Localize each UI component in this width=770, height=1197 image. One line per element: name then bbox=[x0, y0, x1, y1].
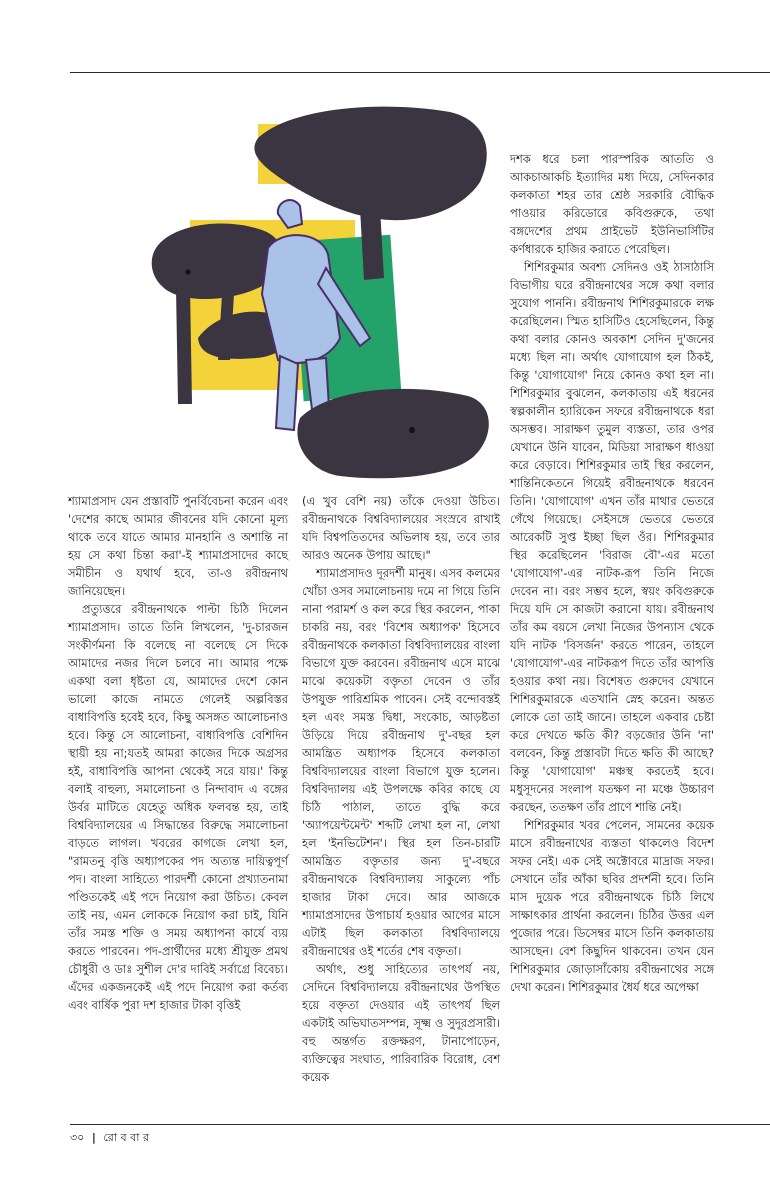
stone-mark bbox=[409, 427, 415, 433]
paragraph: (এ খুব বেশি নয়) তাঁকে দেওয়া উচিত। রবীন্দ্রনাথকে বিশ্ববিদ্যালয়ের সংস্রবে রাখাই যদি বিশ্বপতিতদের অভিলাষ হয়, তবে তার আরও অনেক উপায় আছে।" bbox=[302, 494, 500, 562]
paragraph: শ্যামাপ্রসাদও দূরদর্শী মানুষ। এসব কলমের খোঁচা ওসব সমালোচনায় দমে না গিয়ে তিনি নানা পরামর্শ ও কল করে স্থির করলেন, পাকা চাকরি নয়, বরং 'বিশেষ অধ্যাপক' হিসেবে রবীন্দ্রনাথকে কলকাতা বিশ্ববিদ্যালয়ের বাংলা বিভাগে যুক্ত করবেন। রবীন্দ্রনাথ এসে মাঝে মাঝে কয়েকটা বক্তৃতা দেবেন ও তাঁর উপযুক্ত পারিশ্রমিক পাবেন। সেই বন্দোবস্তই হল এবং সমস্ত দ্বিধা, সংকোচ, আড়ষ্টতা উড়িয়ে দিয়ে রবীন্দ্রনাথ দু'-বছর হল আমন্ত্রিত অধ্যাপক হিসেবে কলকাতা বিশ্ববিদ্যালয়ের বাংলা বিভাগে যুক্ত হলেন। বিশ্ববিদ্যালয় এই উপলক্ষে কবির কাছে যে চিঠি পাঠাল, তাতে বুদ্ধি করে 'অ্যাপয়েন্টমেন্ট' শব্দটি লেখা হল না, লেখা হল 'ইনভিটেশন'। স্থির হল তিন-চারটি আমন্ত্রিত বক্তৃতার জন্য দু'-বছরে রবীন্দ্রনাথকে বিশ্ববিদ্যালয় সাকুল্যে পাঁচ হাজার টাকা দেবে। আর আজকে শ্যামাপ্রসাদের উপাচার্য হওয়ার আগের মাসে এটাই ছিল কলকাতা বিশ্ববিদ্যালয়ে রবীন্দ্রনাথের ওই শর্তের শেষ বক্তৃতা। bbox=[302, 566, 500, 958]
top-rule bbox=[70, 72, 770, 73]
page-footer bbox=[70, 1129, 149, 1148]
paragraph: প্রত্যুত্তরে রবীন্দ্রনাথকে পাল্টা চিঠি দিলেন শ্যামাপ্রসাদ। তাতে তিনি লিখলেন, 'দু-চারজন সংকীর্ণমনা কি বলেছে না বলেছে সে দিকে আমাদের নজর দিলে চলবে না। আমার পক্ষে একথা বলা ধৃষ্টতা যে, আমাদের দেশে কোন ভালো কাজে নামতে গেলেই অল্পবিস্তর বাধাবিপত্তি হবেই হবে, কিছু অসঙ্গত আলোচনাও হবে। কিন্তু সে আলোচনা, বাধাবিপত্তি বেশিদিন স্থায়ী হয় না;যতই আমরা কাজের দিকে অগ্রসর হই, বাধাবিপত্তি আপনা থেকেই সরে যায়।' কিন্তু বলাই বাহুল্য, সমালোচনা ও নিন্দাবাদ এ বঙ্গের উর্বর মাটিতে যেহেতু অধিক ফলবন্ত হয়, তাই বিশ্ববিদ্যালয়ের এ সিদ্ধান্তের বিরুদ্ধে সমালোচনা বাড়তে লাগল। খবরের কাগজে লেখা হল, "রামতনু বৃত্তি অধ্যাপকের পদ অত্যন্ত দায়িত্বপূর্ণ পদ। বাংলা সাহিত্যে পারদর্শী কোনো প্রখ্যাতনামা পণ্ডিতকেই এই পদে নিয়োগ করা উচিত। কেবল তাই নয়, এমন লোককে নিয়োগ করা চাই, যিনি তাঁর সমস্ত শক্তি ও সময় অধ্যাপনা কার্যে ব্যয় করতে পারবেন। পদ-প্রার্থীদের মধ্যে শ্রীযুক্ত প্রমথ চৌধুরী ও ডাঃ সুশীল দে'র দাবিই সর্বাগ্রে বিবেচ্য। এঁদের একজনকেই এই পদে নিয়োগ করা কর্তব্য এবং বার্ষিক পুরা দশ হাজার টাকা বৃত্তিই bbox=[68, 602, 288, 1012]
illustration-collage bbox=[150, 98, 495, 483]
paragraph: দশক ধরে চলা পারস্পরিক আততি ও আকচাআকচি ইত্যাদির মধ্য দিয়ে, সেদিনকার কলকাতা শহর তার শ্রেষ্ঠ সরকারি বৌদ্ধিক পাওয়ার করিডোরে কবিগুরুকে, তথা বঙ্গদেশের প্রথম প্রাইভেট ইউনিভার্সিটির কর্ণধারকে হাজির করাতে পেরেছিল। bbox=[510, 152, 714, 256]
paragraph: শ্যামাপ্রসাদ যেন প্রস্তাবটি পুনর্বিবেচনা করেন এবং 'দেশের কাছে আমার জীবনের যদি কোনো মূল্য থাকে তবে যাতে আমার মানহানি ও অশান্তি না হয় সে কথা চিন্তা করা'-ই শ্যামাপ্রসাদের কাছে সমীচীন ও যথার্থ হবে, তা-ও রবীন্দ্রনাথ জানিয়েছেন। bbox=[68, 494, 288, 598]
stone-mark-2 bbox=[186, 270, 191, 275]
paragraph: শিশিরকুমার খবর পেলেন, সামনের কয়েক মাসে রবীন্দ্রনাথের ব্যস্ততা থাকলেও বিদেশ সফর নেই। এক সেই অক্টোবরে মাদ্রাজ সফর। সেখানে তাঁর আঁকা ছবির প্রদর্শনী হবে। তিনি মাস দুয়েক পরে রবীন্দ্রনাথকে চিঠি লিখে সাক্ষাৎকার প্রার্থনা করলেন। চিঠির উত্তর এল পুজোর পরে। ডিসেম্বর মাসে তিনি কলকাতায় আসছেন। বেশ কিছুদিন থাকবেন। তখন যেন শিশিরকুমার জোড়াসাঁকোয় রবীন্দ্রনাথের সঙ্গে দেখা করেন। শিশিরকুমার ধৈর্য ধরে অপেক্ষা bbox=[510, 818, 714, 994]
section-name: রো ব বা র bbox=[103, 1131, 150, 1144]
paragraph: শিশিরকুমার অবশ্য সেদিনও ওই ঠাসাঠাসি বিভাগীয় ঘরে রবীন্দ্রনাথের সঙ্গে কথা বলার সুযোগ পাননি। রবীন্দ্রনাথ শিশিরকুমারকে লক্ষ করেছিলেন। স্মিত হাসিটিও হেসেছিলেন, কিন্তু কথা বলার কোনও অবকাশ সেদিন দু'জনের মধ্যে ছিল না। অর্থাৎ যোগাযোগ হল ঠিকই, কিন্তু 'যোগাযোগ' নিয়ে কোনও কথা হল না। শিশিরকুমার বুঝলেন, কলকাতায় এই ধরনের স্বল্পকালীন হ্যারিকেন সফরে রবীন্দ্রনাথকে ধরা অসম্ভব। সারাক্ষণ তুমুল ব্যস্ততা, তার ওপর যেখানে উনি যাবেন, মিডিয়া সারাক্ষণ ধাওয়া করে বেড়াবে। শিশিরকুমার তাই স্থির করলেন, শান্তিনিকেতনে গিয়েই রবীন্দ্রনাথকে ধরবেন তিনি। 'যোগাযোগ' এখন তাঁর মাথার ভেতরে গেঁথে গিয়েছে। সেইসঙ্গে ভেতরে ভেতরে আরেকটি সুপ্ত ইচ্ছা ছিল ওঁর। শিশিরকুমার স্থির করেছিলেন 'বিরাজ বৌ'-এর মতো 'যোগাযোগ'-এর নাটক-রূপ তিনি নিজে দেবেন না। বরং সম্ভব হলে, স্বয়ং কবিগুরুকে দিয়ে যদি সে কাজটা করানো যায়। রবীন্দ্রনাথ তাঁর কম বয়সে লেখা নিজের উপন্যাস থেকে যদি নাটক 'বিসর্জন' করতে পারেন, তাহলে 'যোগাযোগ'-এর নাটকরূপ দিতে তাঁর আপত্তি হওয়ার কথা নয়। বিশেষত গুরুদেব যেখানে শিশিরকুমারকে এতখানি স্নেহ করেন। অন্তত লোকে তো তাই জানে। তাহলে একবার চেষ্টা করে দেখতে ক্ষতি কী? বড়জোর উনি 'না' বলবেন, কিন্তু প্রস্তাবটা দিতে ক্ষতি কী আছে? কিন্তু 'যোগাযোগ' মঞ্চস্থ করতেই হবে। মধুসূদনের সংলাপ যতক্ষণ না মঞ্চে উচ্চারণ করছেন, ততক্ষণ তাঁর প্রাণে শান্তি নেই। bbox=[510, 260, 714, 814]
footer-separator: | bbox=[91, 1131, 96, 1144]
text-column-2 bbox=[302, 492, 500, 1086]
stone-stem-right bbox=[360, 208, 384, 280]
page-number: ৩০ bbox=[70, 1131, 85, 1144]
paragraph: অর্থাৎ, শুধু সাহিত্যের তাৎপর্য নয়, সেদিনে বিশ্ববিদ্যালয়ে রবীন্দ্রনাথের উপস্থিত হয়ে বক্তৃতা দেওয়ার এই তাৎপর্য ছিল একটাই অভিঘাতসম্পন্ন, সূক্ষ্ম ও সুদূরপ্রসারী। বহু অন্তর্গত রক্তক্ষরণ, টানাপোড়েন, ব্যক্তিত্বের সংঘাত, পারিবারিক বিরোধ, বেশ কয়েক bbox=[302, 962, 500, 1084]
stone-stem-left bbox=[176, 288, 192, 404]
text-column-3 bbox=[510, 150, 714, 996]
text-column-1 bbox=[68, 492, 288, 1014]
stone-bottom bbox=[297, 389, 488, 478]
bottom-rule bbox=[70, 1124, 770, 1125]
